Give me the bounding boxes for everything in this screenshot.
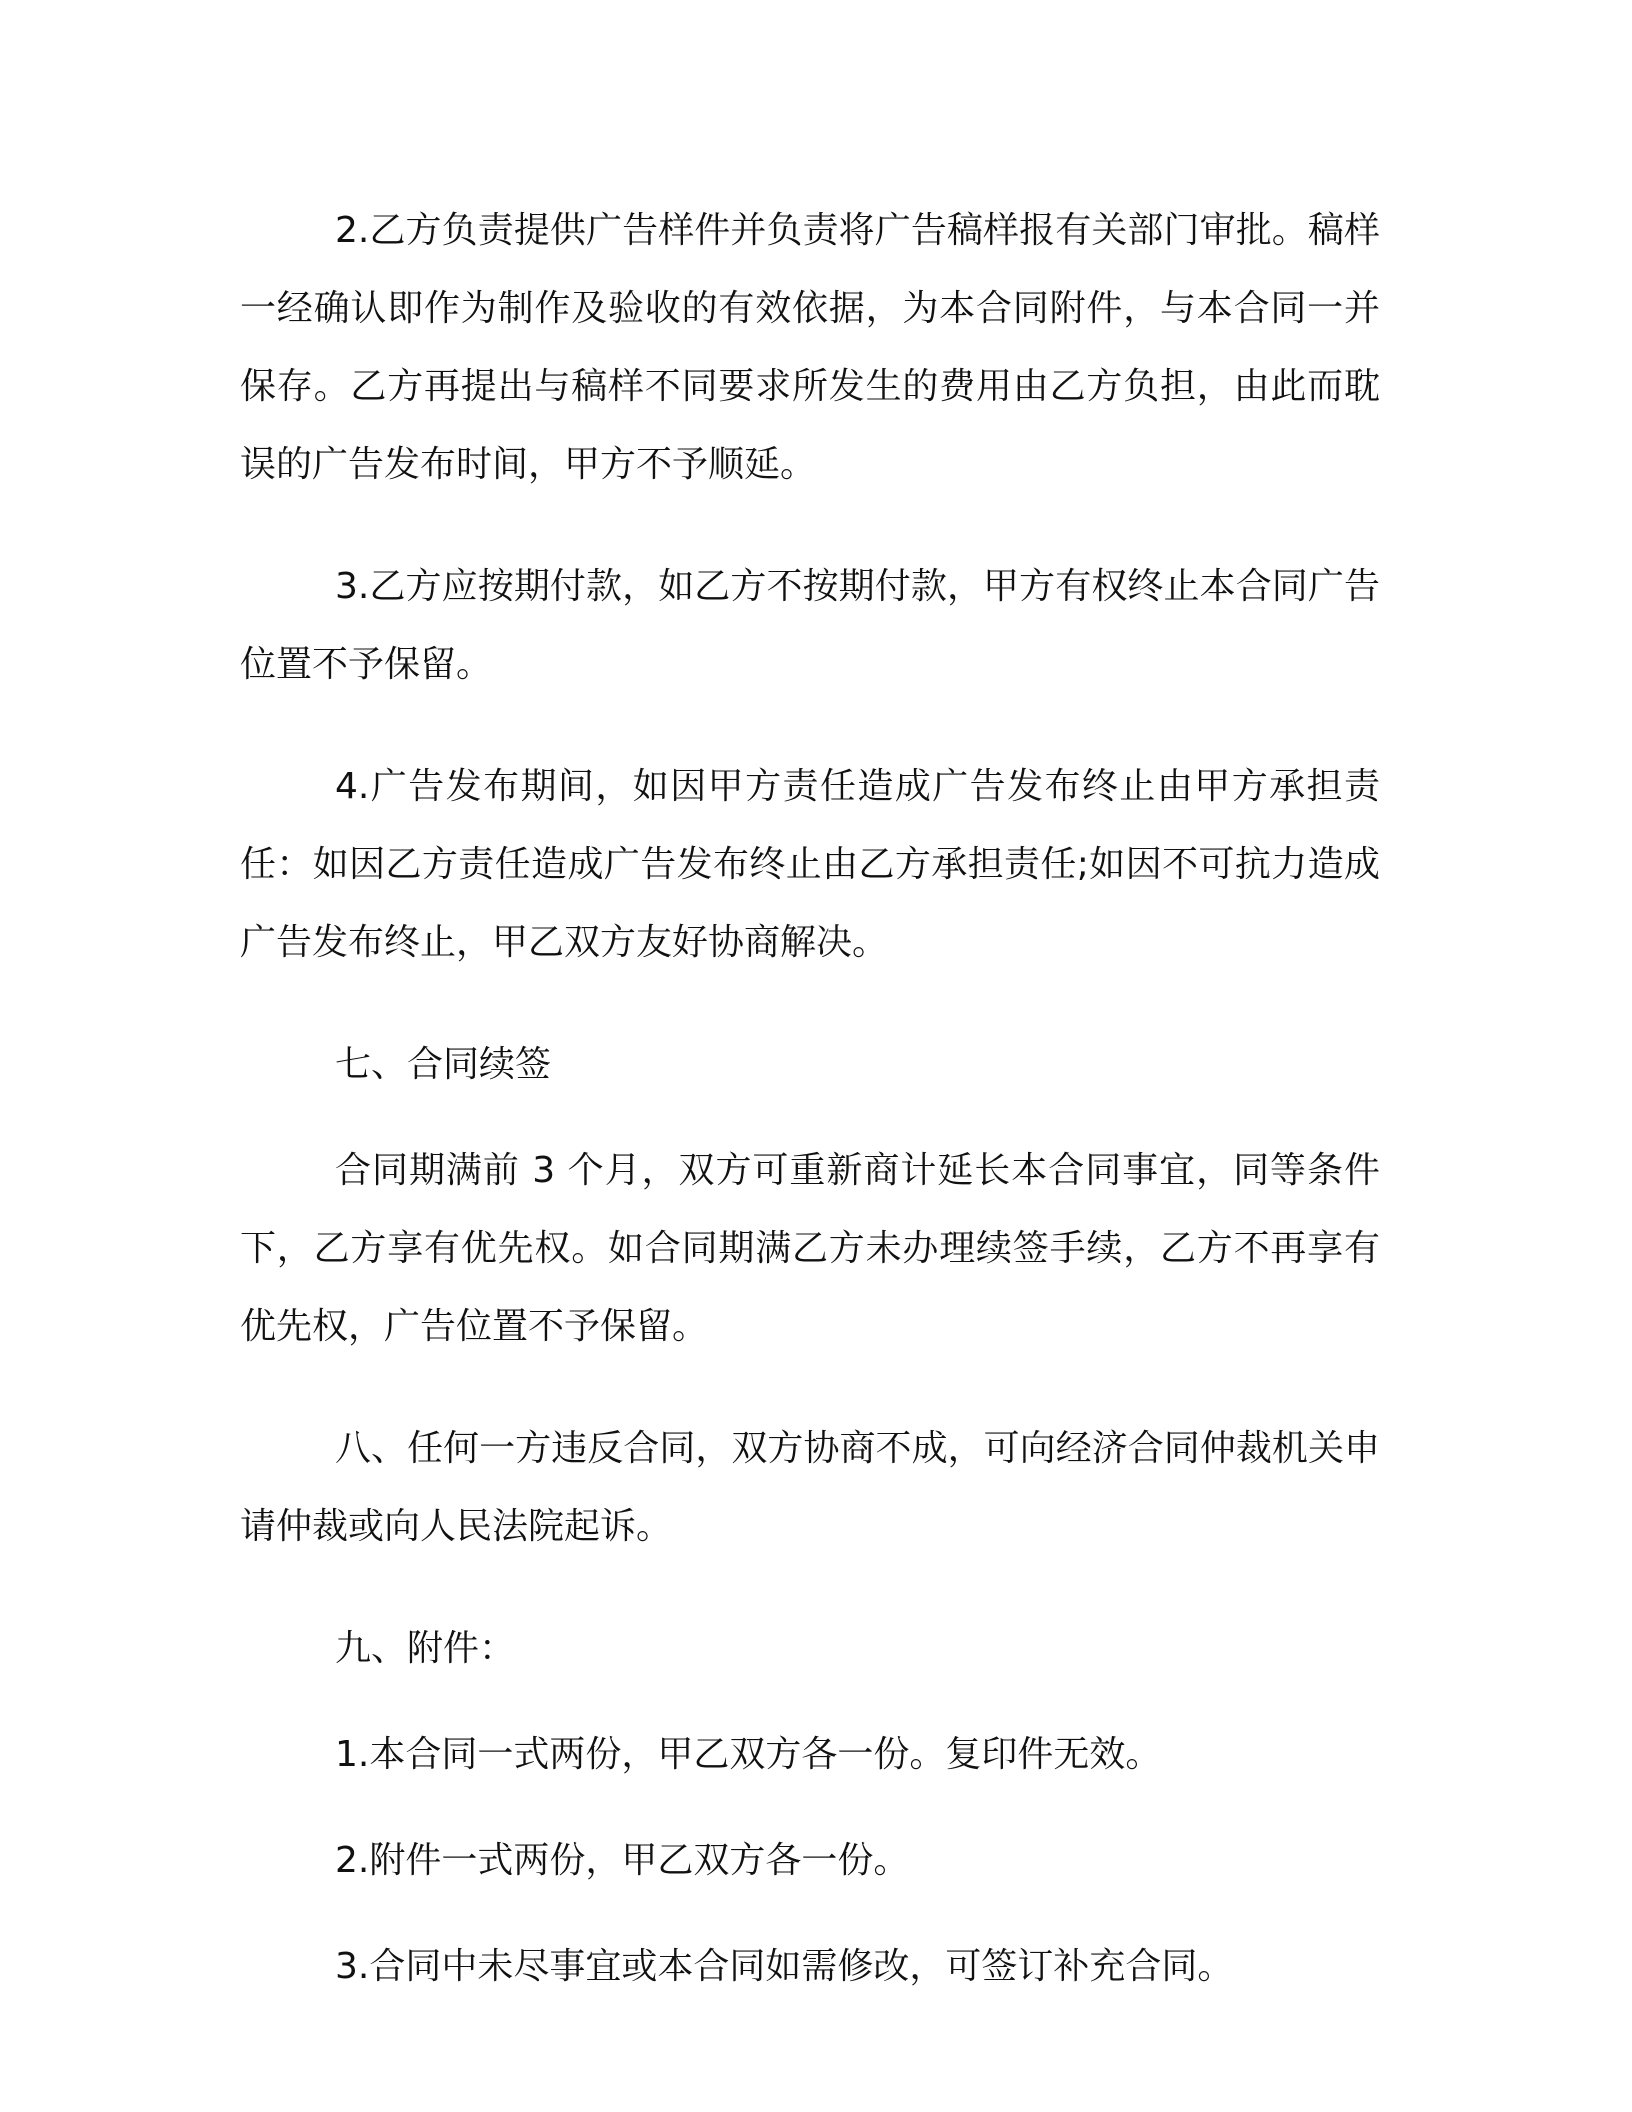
clause-3-paragraph: 3.乙方应按期付款，如乙方不按期付款，甲方有权终止本合同广告位置不予保留。	[240, 566, 1380, 685]
document-body	[240, 192, 1380, 2034]
clause-4-paragraph: 4.广告发布期间，如因甲方责任造成广告发布终止由甲方承担责任：如因乙方责任造成广告发布终止由乙方承担责任;如因不可抗力造成广告发布终止，甲乙双方友好协商解决。	[240, 766, 1380, 963]
section-breach-paragraph: 八、任何一方违反合同，双方协商不成，可向经济合同仲裁机关申请仲裁或向人民法院起诉。	[240, 1428, 1380, 1547]
attachment-item-1: 1.本合同一式两份，甲乙双方各一份。复印件无效。	[335, 1734, 1162, 1775]
section-heading-renewal: 七、合同续签	[335, 1044, 552, 1085]
clause-2-paragraph: 2.乙方负责提供广告样件并负责将广告稿样报有关部门审批。稿样一经确认即作为制作及验收的有效依据，为本合同附件，与本合同一并保存。乙方再提出与稿样不同要求所发生的费用由乙方负担，由此而耽误的广告发布时间，甲方不予顺延。	[240, 210, 1380, 485]
attachment-item-3: 3.合同中未尽事宜或本合同如需修改，可签订补充合同。	[335, 1946, 1234, 1987]
attachment-item-2: 2.附件一式两份，甲乙双方各一份。	[335, 1840, 910, 1881]
renewal-paragraph: 合同期满前 3 个月，双方可重新商计延长本合同事宜，同等条件下，乙方享有优先权。如合同期满乙方未办理续签手续，乙方不再享有优先权，广告位置不予保留。	[240, 1150, 1380, 1347]
section-heading-attachments: 九、附件：	[335, 1628, 516, 1669]
